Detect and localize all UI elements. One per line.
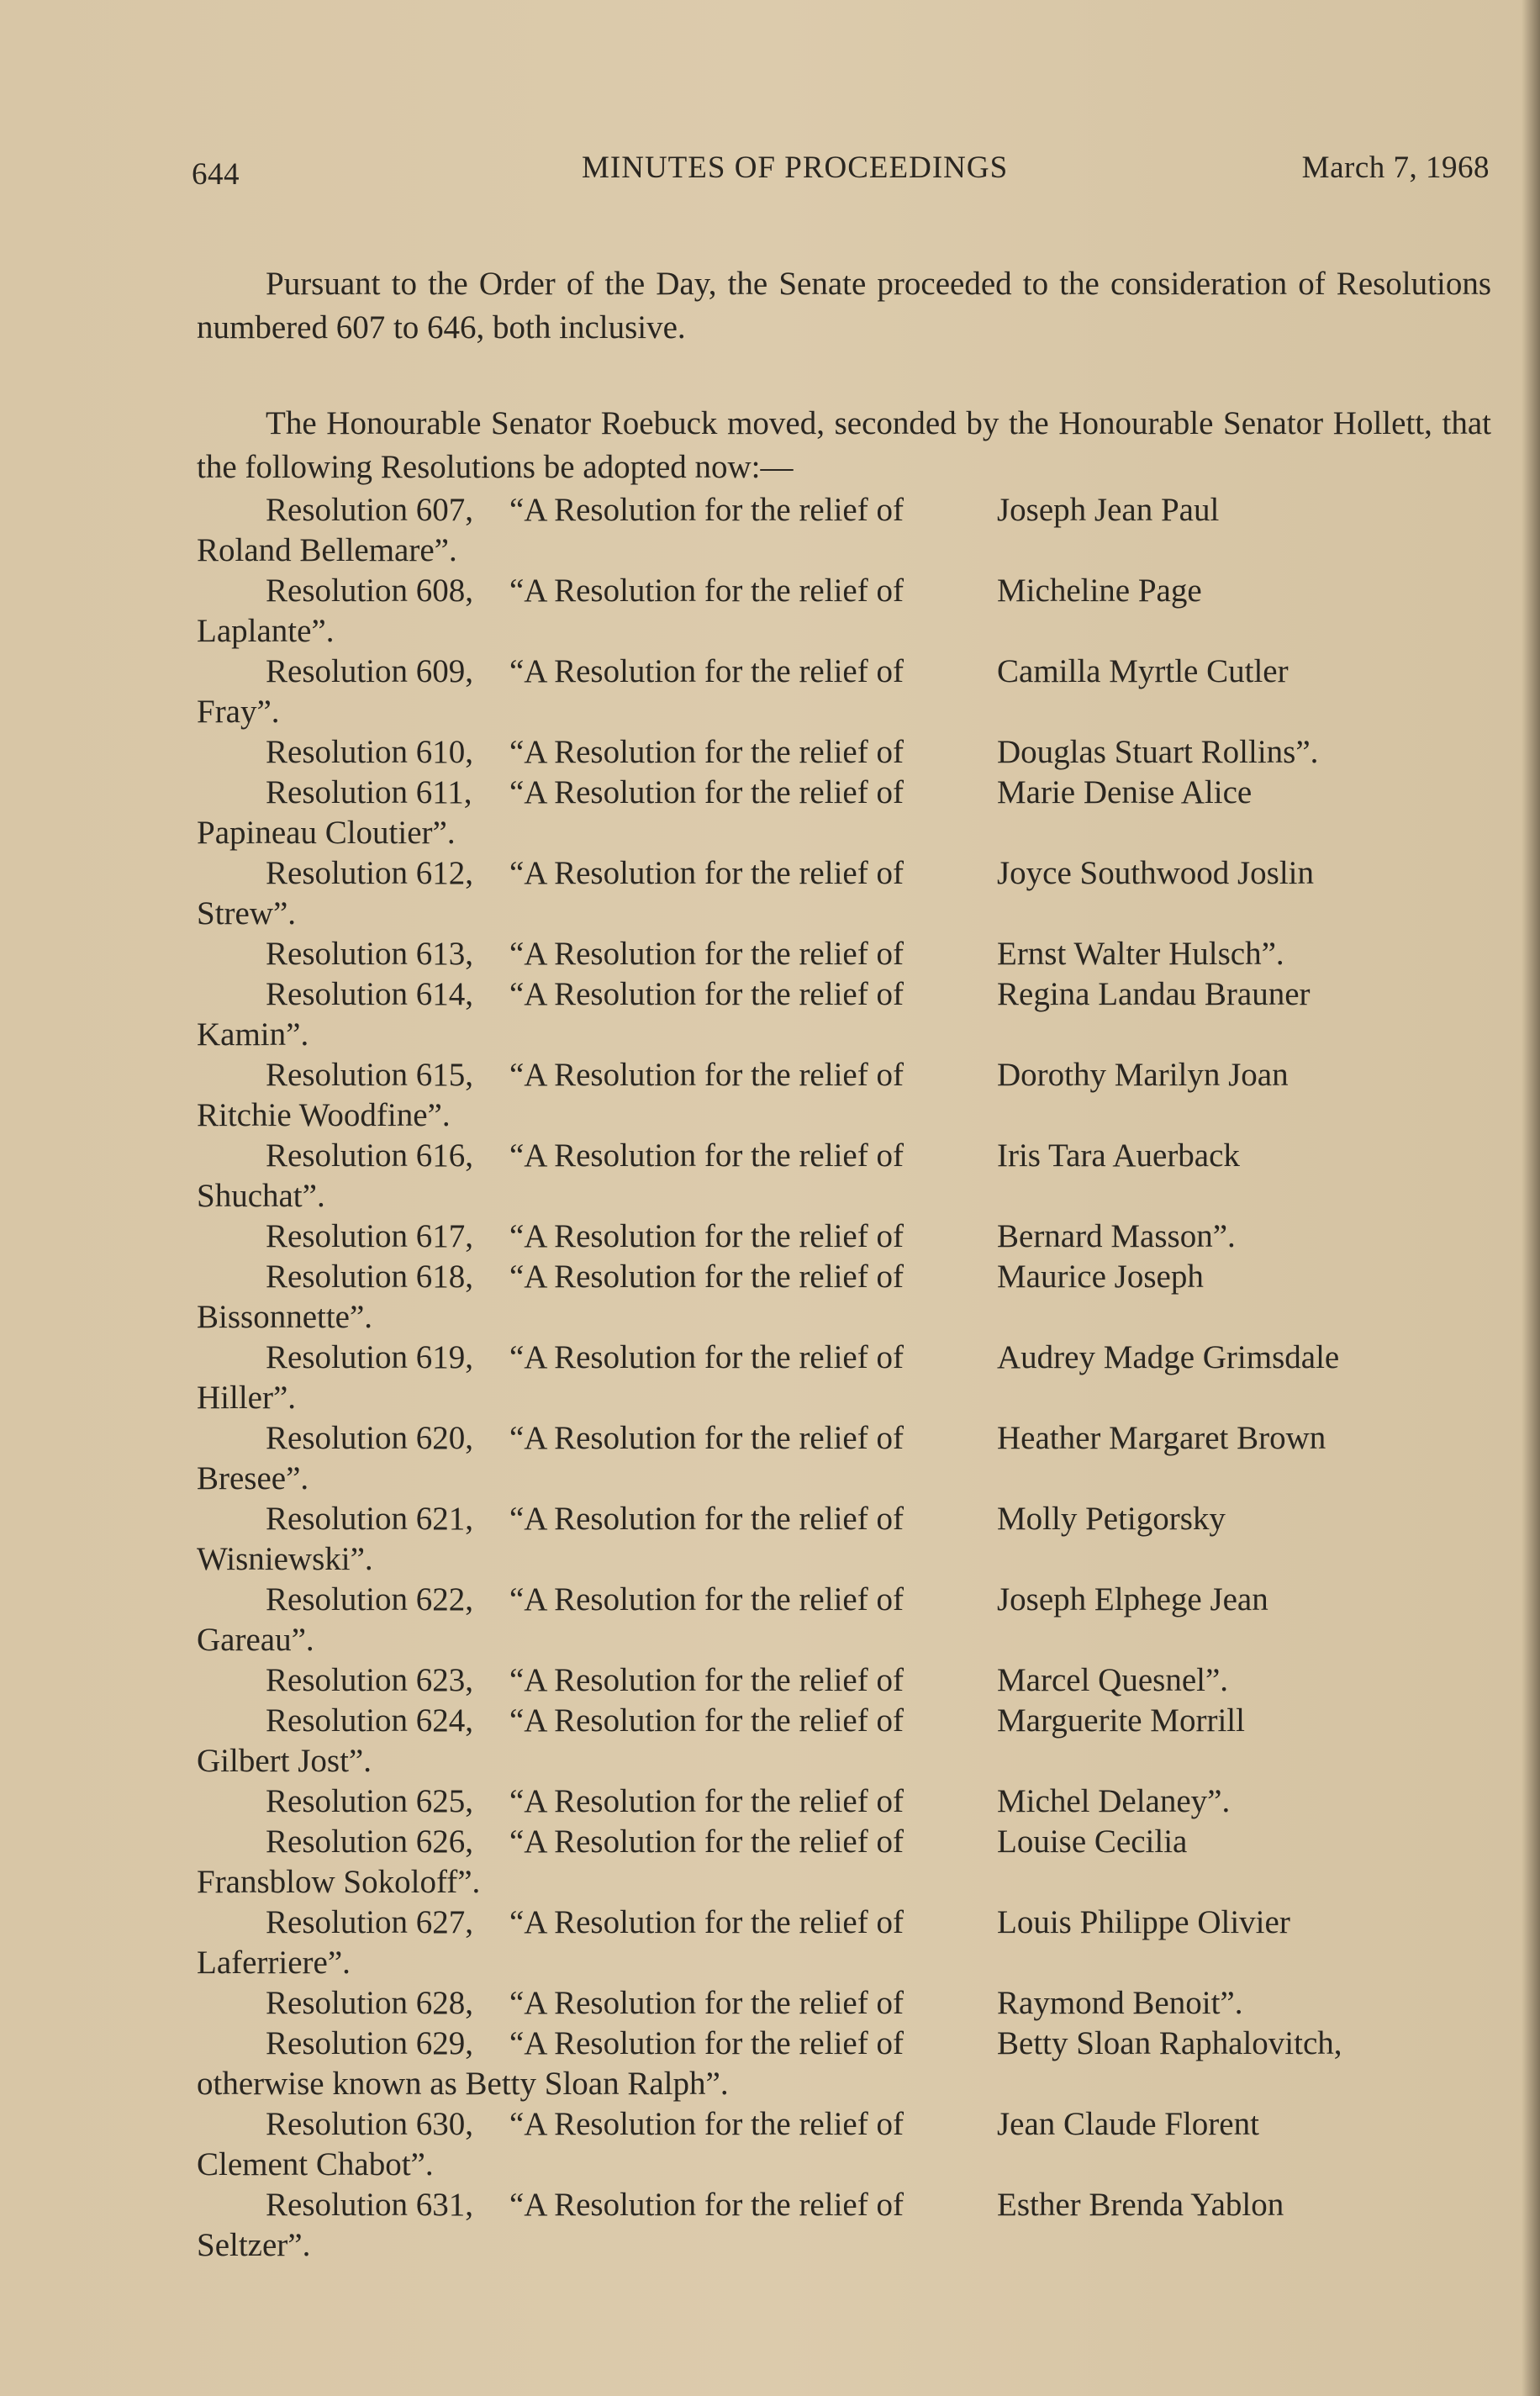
resolution-list [197, 490, 1491, 2266]
resolution-title: “A Resolution for the relief of [509, 976, 904, 1012]
resolution-first-line [197, 1055, 1491, 1095]
resolution-number: Resolution 611, [266, 774, 472, 810]
resolution-title: “A Resolution for the relief of [509, 2187, 904, 2223]
resolution-name: Marie Denise Alice [997, 774, 1253, 810]
resolution-first-line [197, 934, 1491, 974]
resolution-title: “A Resolution for the relief of [509, 573, 904, 609]
resolution-item [197, 1338, 1491, 1418]
resolution-name: Ernst Walter Hulsch”. [997, 936, 1284, 972]
resolution-name-continued: Bissonnette”. [197, 1299, 373, 1335]
resolution-item [197, 1580, 1491, 1660]
resolution-name-continued: Gilbert Jost”. [197, 1743, 372, 1779]
resolution-name-continued: Strew”. [197, 895, 297, 931]
resolution-item [197, 773, 1491, 853]
resolution-first-line [197, 1216, 1491, 1257]
resolution-title: “A Resolution for the relief of [509, 653, 904, 689]
motion-paragraph: The Honourable Senator Roebuck moved, seconded by the Honourable Senator Hollett, that the following Resolutions be adopted now:— [197, 405, 1491, 485]
resolution-name: Camilla Myrtle Cutler [997, 653, 1289, 689]
resolution-title: “A Resolution for the relief of [509, 492, 904, 528]
resolution-number: Resolution 619, [266, 1339, 474, 1375]
resolution-first-line [197, 1418, 1491, 1459]
resolution-title: “A Resolution for the relief of [509, 734, 904, 770]
resolution-item [197, 934, 1491, 974]
resolution-item [197, 1903, 1491, 1983]
resolution-item [197, 974, 1491, 1055]
resolution-item [197, 853, 1491, 934]
resolution-first-line [197, 1580, 1491, 1620]
resolution-number: Resolution 631, [266, 2187, 474, 2223]
resolution-first-line [197, 1136, 1491, 1176]
resolution-number: Resolution 618, [266, 1259, 474, 1295]
resolution-name: Marguerite Morrill [997, 1702, 1245, 1739]
resolution-title: “A Resolution for the relief of [509, 1702, 904, 1739]
resolution-item [197, 2024, 1491, 2104]
resolution-name: Dorothy Marilyn Joan [997, 1057, 1289, 1093]
resolution-name: Heather Margaret Brown [997, 1420, 1326, 1456]
resolution-first-line [197, 571, 1491, 611]
resolution-title: “A Resolution for the relief of [509, 1501, 904, 1537]
resolution-name-continued: Wisniewski”. [197, 1541, 373, 1577]
resolution-name: Raymond Benoit”. [997, 1985, 1243, 2021]
resolution-name: Joseph Jean Paul [997, 492, 1220, 528]
resolution-number: Resolution 607, [266, 492, 474, 528]
resolution-item [197, 1660, 1491, 1701]
resolution-number: Resolution 614, [266, 976, 474, 1012]
resolution-title: “A Resolution for the relief of [509, 1662, 904, 1698]
resolution-title: “A Resolution for the relief of [509, 855, 904, 891]
intro-paragraph: Pursuant to the Order of the Day, the Senate proceeded to the consideration of Resolutions numbered 607 to 646, both inclusive. [197, 266, 1491, 346]
resolution-first-line [197, 1499, 1491, 1539]
resolution-first-line [197, 2024, 1491, 2064]
resolution-number: Resolution 621, [266, 1501, 474, 1537]
resolution-title: “A Resolution for the relief of [509, 774, 904, 810]
resolution-name: Regina Landau Brauner [997, 976, 1311, 1012]
resolution-name-continued: Seltzer”. [197, 2227, 311, 2263]
page-edge-shadow [1522, 0, 1540, 2396]
resolution-name: Molly Petigorsky [997, 1501, 1226, 1537]
resolution-title: “A Resolution for the relief of [509, 1581, 904, 1618]
resolution-title: “A Resolution for the relief of [509, 2106, 904, 2142]
resolution-title: “A Resolution for the relief of [509, 1783, 904, 1819]
resolution-first-line [197, 1701, 1491, 1741]
running-header [192, 150, 1490, 200]
resolution-name: Louise Cecilia [997, 1823, 1188, 1860]
resolution-item [197, 1418, 1491, 1499]
resolution-name: Joyce Southwood Joslin [997, 855, 1315, 891]
resolution-name: Micheline Page [997, 573, 1202, 609]
resolution-name: Maurice Joseph [997, 1259, 1204, 1295]
resolution-title: “A Resolution for the relief of [509, 1137, 904, 1174]
header-date: March 7, 1968 [1301, 150, 1490, 185]
resolution-number: Resolution 622, [266, 1581, 474, 1618]
resolution-item [197, 1499, 1491, 1580]
resolution-number: Resolution 625, [266, 1783, 474, 1819]
resolution-number: Resolution 624, [266, 1702, 474, 1739]
resolution-title: “A Resolution for the relief of [509, 1420, 904, 1456]
resolution-item [197, 732, 1491, 773]
resolution-item [197, 1257, 1491, 1338]
resolution-number: Resolution 613, [266, 936, 474, 972]
resolution-first-line [197, 1983, 1491, 2024]
resolution-name: Douglas Stuart Rollins”. [997, 734, 1319, 770]
resolution-item [197, 571, 1491, 652]
resolution-title: “A Resolution for the relief of [509, 1904, 904, 1940]
resolution-number: Resolution 627, [266, 1904, 474, 1940]
resolution-first-line [197, 853, 1491, 894]
resolution-number: Resolution 608, [266, 573, 474, 609]
resolution-title: “A Resolution for the relief of [509, 1057, 904, 1093]
resolution-item [197, 490, 1491, 571]
resolution-name-continued: Laferriere”. [197, 1945, 351, 1981]
resolution-name: Betty Sloan Raphalovitch, [997, 2025, 1342, 2061]
header-title: MINUTES OF PROCEEDINGS [582, 150, 1009, 185]
resolution-item [197, 1216, 1491, 1257]
resolution-item [197, 2185, 1491, 2266]
resolution-first-line [197, 1903, 1491, 1943]
resolution-name-continued: Papineau Cloutier”. [197, 815, 456, 851]
resolution-first-line [197, 2104, 1491, 2145]
resolution-name: Audrey Madge Grimsdale [997, 1339, 1340, 1375]
resolution-name-continued: Clement Chabot”. [197, 2146, 434, 2182]
resolution-title: “A Resolution for the relief of [509, 1339, 904, 1375]
page-number: 644 [192, 157, 240, 192]
resolution-first-line [197, 490, 1491, 530]
resolution-number: Resolution 610, [266, 734, 474, 770]
resolution-name-continued: Shuchat”. [197, 1178, 325, 1214]
resolution-first-line [197, 1822, 1491, 1862]
resolution-number: Resolution 630, [266, 2106, 474, 2142]
resolution-number: Resolution 623, [266, 1662, 474, 1698]
resolution-name: Bernard Masson”. [997, 1218, 1236, 1254]
resolution-first-line [197, 2185, 1491, 2225]
resolution-item [197, 652, 1491, 732]
resolution-number: Resolution 629, [266, 2025, 474, 2061]
resolution-first-line [197, 974, 1491, 1015]
resolution-number: Resolution 609, [266, 653, 474, 689]
resolution-first-line [197, 1338, 1491, 1378]
resolution-item [197, 2104, 1491, 2185]
resolution-name-continued: Kamin”. [197, 1016, 309, 1053]
resolution-title: “A Resolution for the relief of [509, 1985, 904, 2021]
resolution-title: “A Resolution for the relief of [509, 1218, 904, 1254]
resolution-name-continued: Roland Bellemare”. [197, 532, 457, 568]
resolution-number: Resolution 617, [266, 1218, 474, 1254]
resolution-first-line [197, 732, 1491, 773]
resolution-name-continued: Ritchie Woodfine”. [197, 1097, 451, 1133]
resolution-name: Jean Claude Florent [997, 2106, 1259, 2142]
resolution-item [197, 1055, 1491, 1136]
resolution-name-continued: otherwise known as Betty Sloan Ralph”. [197, 2066, 729, 2102]
resolution-title: “A Resolution for the relief of [509, 1259, 904, 1295]
resolution-name-continued: Fransblow Sokoloff”. [197, 1864, 481, 1900]
resolution-item [197, 1822, 1491, 1903]
resolution-name: Esther Brenda Yablon [997, 2187, 1284, 2223]
resolution-name: Louis Philippe Olivier [997, 1904, 1290, 1940]
resolution-name: Marcel Quesnel”. [997, 1662, 1229, 1698]
resolution-item [197, 1136, 1491, 1216]
resolution-first-line [197, 1660, 1491, 1701]
resolution-name: Joseph Elphege Jean [997, 1581, 1268, 1618]
resolution-first-line [197, 773, 1491, 813]
resolution-number: Resolution 620, [266, 1420, 474, 1456]
resolution-title: “A Resolution for the relief of [509, 936, 904, 972]
resolution-name-continued: Fray”. [197, 694, 280, 730]
resolution-number: Resolution 628, [266, 1985, 474, 2021]
resolution-first-line [197, 652, 1491, 692]
resolution-name: Michel Delaney”. [997, 1783, 1231, 1819]
resolution-first-line [197, 1257, 1491, 1297]
resolution-name-continued: Gareau”. [197, 1622, 314, 1658]
resolution-name: Iris Tara Auerback [997, 1137, 1240, 1174]
resolution-number: Resolution 616, [266, 1137, 474, 1174]
resolution-number: Resolution 615, [266, 1057, 474, 1093]
resolution-number: Resolution 626, [266, 1823, 474, 1860]
resolution-title: “A Resolution for the relief of [509, 2025, 904, 2061]
resolution-number: Resolution 612, [266, 855, 474, 891]
resolution-item [197, 1983, 1491, 2024]
resolution-item [197, 1781, 1491, 1822]
resolution-first-line [197, 1781, 1491, 1822]
resolution-title: “A Resolution for the relief of [509, 1823, 904, 1860]
resolution-name-continued: Laplante”. [197, 613, 335, 649]
resolution-item [197, 1701, 1491, 1781]
resolution-name-continued: Bresee”. [197, 1460, 309, 1496]
resolution-name-continued: Hiller”. [197, 1380, 297, 1416]
